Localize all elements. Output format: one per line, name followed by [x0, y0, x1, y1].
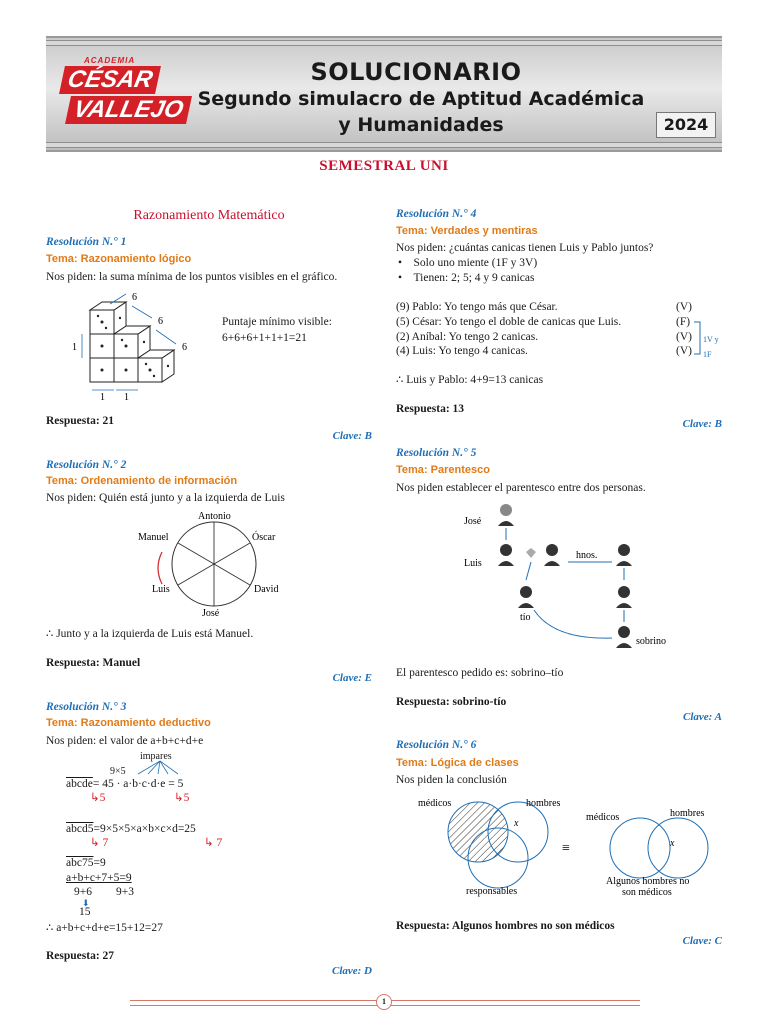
r4-bullet-2: • Tienen: 2; 5; 4 y 9 canicas — [398, 272, 535, 284]
r4-heading: Resolución N.° 4 — [396, 208, 477, 220]
r4-b2-text: Tienen: 2; 5; 4 y 9 canicas — [413, 272, 535, 284]
r5-clave: Clave: A — [683, 711, 722, 723]
seating-circle-figure — [136, 508, 296, 618]
r3-tema: Tema: Razonamiento deductivo — [46, 717, 211, 729]
seat-oscar: Óscar — [252, 532, 276, 543]
r1-puntaje: Puntaje mínimo visible: — [222, 316, 332, 328]
r3-sub1: 9+6 — [74, 886, 92, 898]
doc-title: SOLUCIONARIO — [310, 58, 522, 86]
fig-label-1c: 1 — [124, 392, 129, 403]
r3-quince: 15 — [79, 906, 91, 918]
r4-value-3: (V) — [676, 331, 692, 343]
r1-clave: Clave: B — [332, 430, 372, 442]
logo-vallejo: VALLEJO — [65, 96, 192, 124]
logo-academia: ACADEMIA — [84, 56, 136, 65]
r2-piden: Nos piden: Quién está junto y a la izquierda de Luis — [46, 492, 285, 504]
r5-heading: Resolución N.° 5 — [396, 447, 477, 459]
r4-brace-note: 1V y 1F — [703, 335, 719, 359]
r6-clave: Clave: C — [682, 935, 722, 947]
r1-heading: Resolución N.° 1 — [46, 236, 127, 248]
r4-respuesta: Respuesta: 13 — [396, 403, 465, 415]
r3-abc75: abc75 — [66, 857, 94, 869]
seat-antonio: Antonio — [198, 511, 231, 522]
tree-jose: José — [464, 516, 482, 527]
r3-suma-line: a+b+c+7+5=9 — [66, 872, 132, 884]
fig-label-6c: 6 — [182, 342, 187, 353]
r3-abcd5: abcd5 — [66, 823, 94, 835]
r4-line-4: (4) Luis: Yo tengo 4 canicas. — [396, 345, 528, 357]
r4-line-3: (2) Aníbal: Yo tengo 2 canicas. — [396, 331, 539, 343]
r4-piden: Nos piden: ¿cuántas canicas tienen Luis y Pablo juntos? — [396, 242, 654, 254]
venn2-medicos: médicos — [586, 812, 620, 823]
tree-hnos: hnos. — [576, 550, 598, 561]
tree-tio: tío — [520, 612, 531, 623]
venn1-x: x — [514, 818, 519, 829]
r3-piden: Nos piden: el valor de a+b+c+d+e — [46, 735, 204, 747]
r4-value-1: (V) — [676, 301, 692, 313]
r4-value-2: (F) — [676, 316, 691, 328]
r2-tema: Tema: Ordenamiento de información — [46, 475, 238, 487]
r1-piden: Nos piden: la suma mínima de los puntos visibles en el gráfico. — [46, 271, 338, 283]
r6-tema: Tema: Lógica de clases — [396, 757, 519, 769]
r5-conclusion: El parentesco pedido es: sobrino–tío — [396, 667, 564, 679]
venn2-hombres: hombres — [670, 808, 705, 819]
r4-bullet-1: • Solo uno miente (1F y 3V) — [398, 257, 538, 269]
r3-sub2: 9+3 — [116, 886, 134, 898]
seat-jose: José — [202, 608, 220, 618]
r6-respuesta: Respuesta: Algunos hombres no son médicos — [396, 920, 615, 932]
r3-arrow-5a: ↳5 — [90, 792, 106, 804]
r2-clave: Clave: E — [332, 672, 372, 684]
tree-luis: Luis — [464, 558, 482, 569]
right-column — [396, 0, 722, 1000]
tree-sobrino: sobrino — [636, 636, 666, 647]
r1-suma: 6+6+6+1+1+1=21 — [222, 332, 307, 344]
r4-line-2: (5) César: Yo tengo el doble de canicas que Luis. — [396, 316, 622, 328]
r3-heading: Resolución N.° 3 — [46, 701, 127, 713]
venn-diagrams-figure — [396, 792, 722, 904]
r5-tema: Tema: Parentesco — [396, 464, 490, 476]
r4-line-1: (9) Pablo: Yo tengo más que César. — [396, 301, 558, 313]
seat-david: David — [254, 584, 279, 595]
r3-arrow-5b: ↳5 — [174, 792, 190, 804]
r2-heading: Resolución N.° 2 — [46, 459, 127, 471]
r3-9x5: 9×5 — [110, 766, 126, 777]
equiv-symbol: ≡ — [562, 841, 570, 856]
r4-b1-text: Solo uno miente (1F y 3V) — [413, 257, 538, 269]
r3-arrow-7a: ↳ 7 — [90, 837, 109, 849]
r3-eq1: = 45 · a·b·c·d·e = 5 — [92, 778, 184, 790]
section-title: Razonamiento Matemático — [133, 208, 285, 223]
doc-subtitle-1: Segundo simulacro de Aptitud Académica — [197, 88, 645, 110]
down-arrow-icon: ⬇ — [82, 898, 90, 908]
r6-piden: Nos piden la conclusión — [396, 774, 507, 786]
r3-eq3: =9 — [93, 857, 106, 869]
r3-arrow-7b: ↳ 7 — [204, 837, 223, 849]
r1-tema: Tema: Razonamiento lógico — [46, 253, 192, 265]
venn1-hombres: hombres — [526, 798, 561, 809]
logo-cesar: CÉSAR — [59, 66, 161, 94]
fig-label-6a: 6 — [132, 292, 137, 303]
venn2-x: x — [670, 838, 675, 849]
venn2-nota2: son médicos — [622, 887, 672, 898]
r3-respuesta: Respuesta: 27 — [46, 950, 115, 962]
year-badge: 2024 — [656, 112, 716, 138]
fig-label-1b: 1 — [100, 392, 105, 403]
fig-label-1a: 1 — [72, 342, 77, 353]
r4-clave: Clave: B — [682, 418, 722, 430]
r3-clave: Clave: D — [331, 965, 372, 977]
r4-conclusion: ∴ Luis y Pablo: 4+9=13 canicas — [396, 374, 544, 386]
r4-value-4: (V) — [676, 345, 692, 357]
r1-respuesta: Respuesta: 21 — [46, 415, 115, 427]
page-number: 1 — [376, 994, 392, 1010]
seat-manuel: Manuel — [138, 532, 169, 543]
impares-arrows — [126, 760, 206, 776]
r3-final: ∴ a+b+c+d+e=15+12=27 — [46, 922, 163, 934]
dice-figure — [66, 288, 226, 403]
r3-abcde: abcde — [66, 778, 93, 790]
r3-impares: impares — [140, 751, 172, 762]
venn2-nota1: Algunos hombres no — [606, 876, 690, 887]
semestral-heading: SEMESTRAL UNI — [319, 158, 449, 174]
r6-heading: Resolución N.° 6 — [396, 739, 477, 751]
venn1-responsables: responsables — [466, 886, 518, 897]
family-tree-figure — [464, 500, 684, 650]
doc-subtitle-2: y Humanidades — [338, 114, 504, 136]
fig-label-6b: 6 — [158, 316, 163, 327]
r3-eq2: =9×5×5×a×b×c×d=25 — [93, 823, 196, 835]
r5-respuesta: Respuesta: sobrino-tío — [396, 696, 507, 708]
r4-tema: Tema: Verdades y mentiras — [396, 225, 538, 237]
r2-respuesta: Respuesta: Manuel — [46, 657, 141, 669]
left-column — [46, 0, 372, 1000]
seat-luis: Luis — [152, 584, 170, 595]
venn1-medicos: médicos — [418, 798, 452, 809]
r2-conclusion: ∴ Junto y a la izquierda de Luis está Manuel. — [46, 628, 254, 640]
r5-piden: Nos piden establecer el parentesco entre dos personas. — [396, 482, 646, 494]
